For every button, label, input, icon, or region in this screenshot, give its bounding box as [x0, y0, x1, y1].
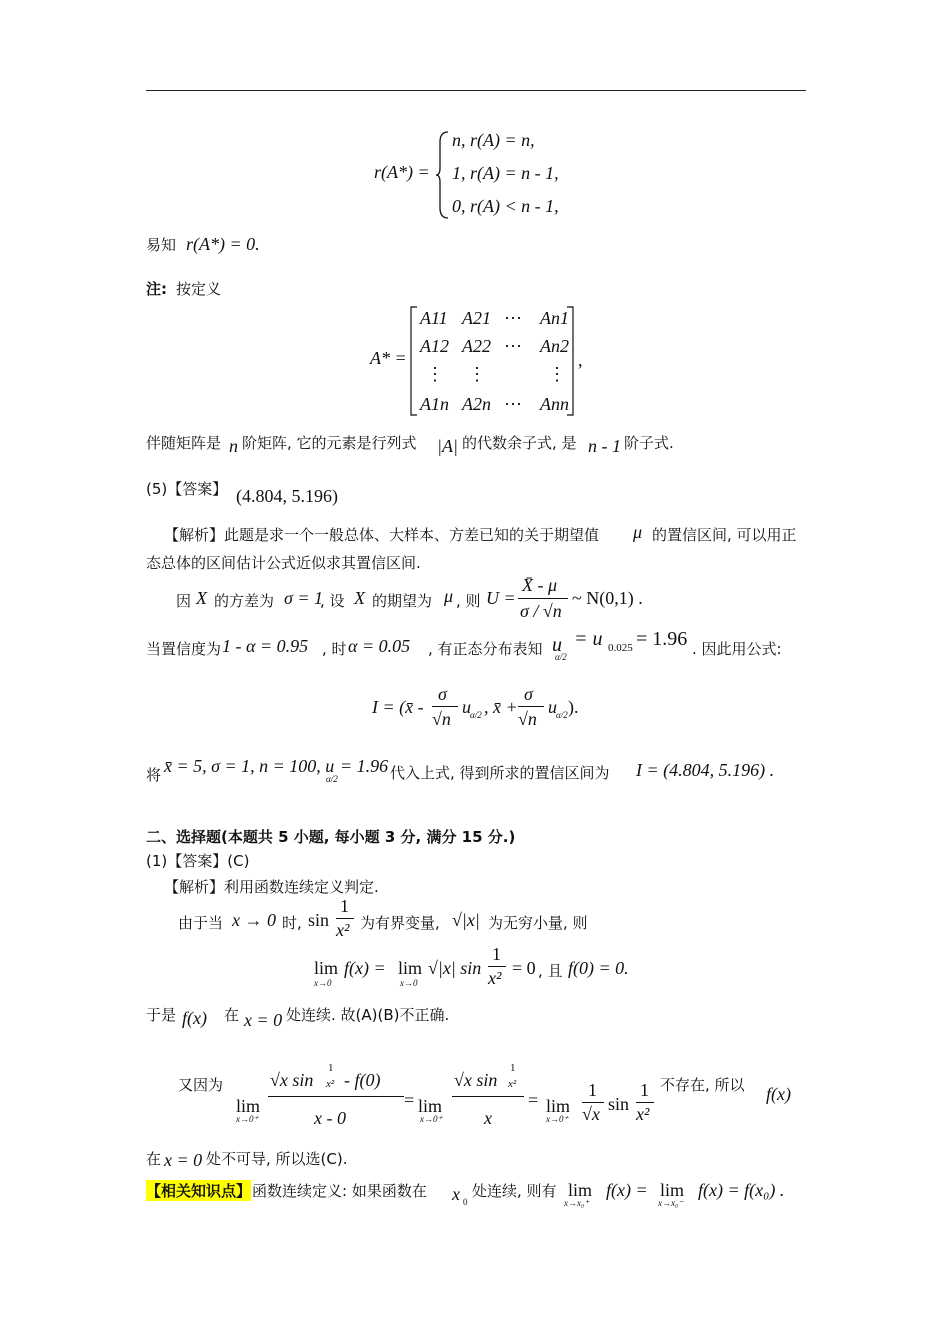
- fraction-bar: [518, 598, 568, 599]
- fraction-bar: [432, 706, 458, 707]
- section2-title: 二、选择题(本题共 5 小题, 每小题 3 分, 满分 15 分.): [146, 828, 516, 846]
- fraction-bar: [452, 1096, 524, 1097]
- header-rule: [146, 90, 806, 91]
- rank-row-1: n, r(A) = n,: [452, 130, 535, 150]
- rank-row-2: 1, r(A) = n - 1,: [452, 163, 559, 183]
- right-bracket-icon: [566, 306, 574, 416]
- q1-analysis: 【解析】利用函数连续定义判定.: [164, 878, 379, 896]
- fraction-bar: [636, 1102, 654, 1103]
- knowledge-tag: 【相关知识点】: [146, 1182, 252, 1200]
- q1-answer: (1)【答案】(C): [146, 852, 250, 870]
- left-bracket-icon: [410, 306, 418, 416]
- fraction-bar: [336, 918, 354, 919]
- fraction-bar: [488, 966, 506, 967]
- fraction-bar: [582, 1102, 604, 1103]
- rank-row-3: 0, r(A) < n - 1,: [452, 196, 559, 216]
- left-brace-icon: [436, 130, 450, 220]
- rank-lhs: r(A*) =: [374, 162, 430, 182]
- fraction-bar: [268, 1096, 404, 1097]
- fraction-bar: [518, 706, 544, 707]
